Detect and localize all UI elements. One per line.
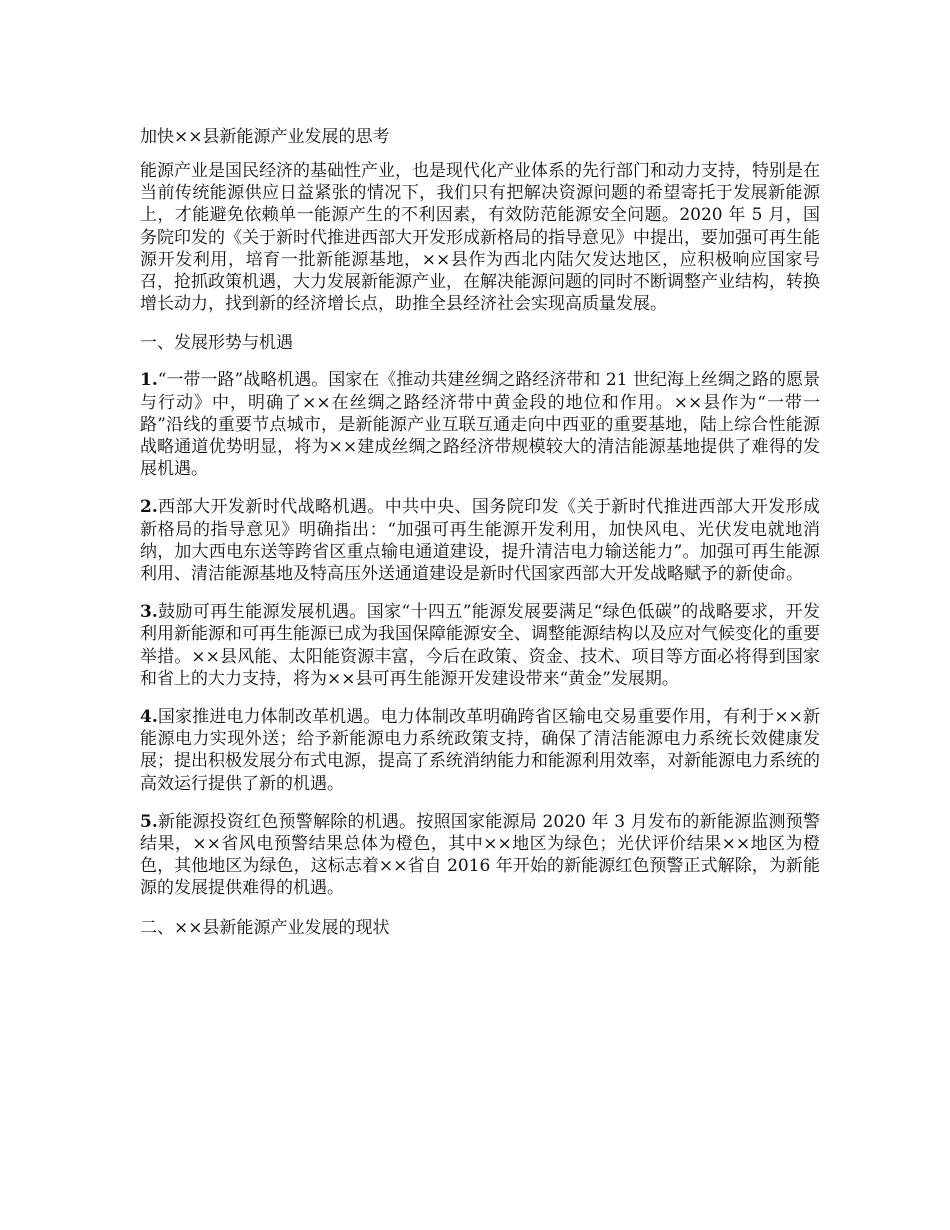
item-number: 1. [140, 370, 158, 391]
item-text: “一带一路”战略机遇。国家在《推动共建丝绸之路经济带和 21 世纪海上丝绸之路的愿景与行动》中，明确了××在丝绸之路经济带中黄金段的地位和作用。××县作为“一带一路”沿线的重要节点城市，是新能源产业互联互通走向中西亚的重要基地，陆上综合性能源战略通道优势明显，将为××建成丝绸之路经济带规模较大的清洁能源基地提供了难得的发展机遇。 [140, 370, 820, 480]
list-item [140, 496, 820, 585]
item-number: 2. [140, 497, 158, 518]
document-title: 加快××县新能源产业发展的思考 [140, 127, 390, 147]
item-number: 4. [140, 707, 158, 728]
item-number: 5. [140, 811, 158, 832]
intro-paragraph: 能源产业是国民经济的基础性产业，也是现代化产业体系的先行部门和动力支持，特别是在当前传统能源供应日益紧张的情况下，我们只有把解决资源问题的希望寄托于发展新能源上，才能避免依赖单一能源产生的不利因素，有效防范能源安全问题。2020 年 5 月，国务院印发的《关于新时代推进西部大开发形成新格局的指导意见》中提出，要加强可再生能源开发利用，培育一批新能源基地，××县作为西北内陆欠发达地区，应积极响应国家号召，抢抓政策机遇，大力发展新能源产业，在解决能源问题的同时不断调整产业结构，转换增长动力，找到新的经济增长点，助推全县经济社会实现高质量发展。 [140, 161, 820, 315]
item-text: 新能源投资红色预警解除的机遇。按照国家能源局 2020 年 3 月发布的新能源监测预警结果，××省风电预警结果总体为橙色，其中××地区为绿色；光伏评价结果××地区为橙色，其他地区为绿色，这标志着××省自 2016 年开始的新能源红色预警正式解除，为新能源的发展提供难得的机遇。 [140, 811, 820, 899]
item-text: 西部大开发新时代战略机遇。中共中央、国务院印发《关于新时代推进西部大开发形成新格局的指导意见》明确指出：“加强可再生能源开发利用，加快风电、光伏发电就地消纳，加大西电东送等跨省区重点输电通道建设，提升清洁电力输送能力”。加强可再生能源利用、清洁能源基地及特高压外送通道建设是新时代国家西部大开发战略赋予的新使命。 [140, 497, 820, 585]
item-text: 国家推进电力体制改革机遇。电力体制改革明确跨省区输电交易重要作用，有利于××新能源电力实现外送；给予新能源电力系统政策支持，确保了清洁能源电力系统长效健康发展；提出积极发展分布式电源，提高了系统消纳能力和能源利用效率，对新能源电力系统的高效运行提供了新的机遇。 [140, 707, 820, 794]
item-number: 3. [140, 602, 158, 623]
item-text: 鼓励可再生能源发展机遇。国家“十四五”能源发展要满足“绿色低碳”的战略要求，开发利用新能源和可再生能源已成为我国保障能源安全、调整能源结构以及应对气候变化的重要举措。××县风能、太阳能资源丰富，今后在政策、资金、技术、项目等方面必将得到国家和省上的大力支持，将为××县可再生能源开发建设带来“黄金”发展期。 [140, 602, 820, 689]
section-heading-2: 二、××县新能源产业发展的现状 [140, 917, 390, 938]
section-heading-1: 一、发展形势与机遇 [140, 333, 293, 354]
list-item [140, 706, 820, 795]
list-item [140, 369, 820, 480]
document-page [140, 124, 820, 954]
list-item [140, 811, 820, 900]
list-item [140, 601, 820, 690]
